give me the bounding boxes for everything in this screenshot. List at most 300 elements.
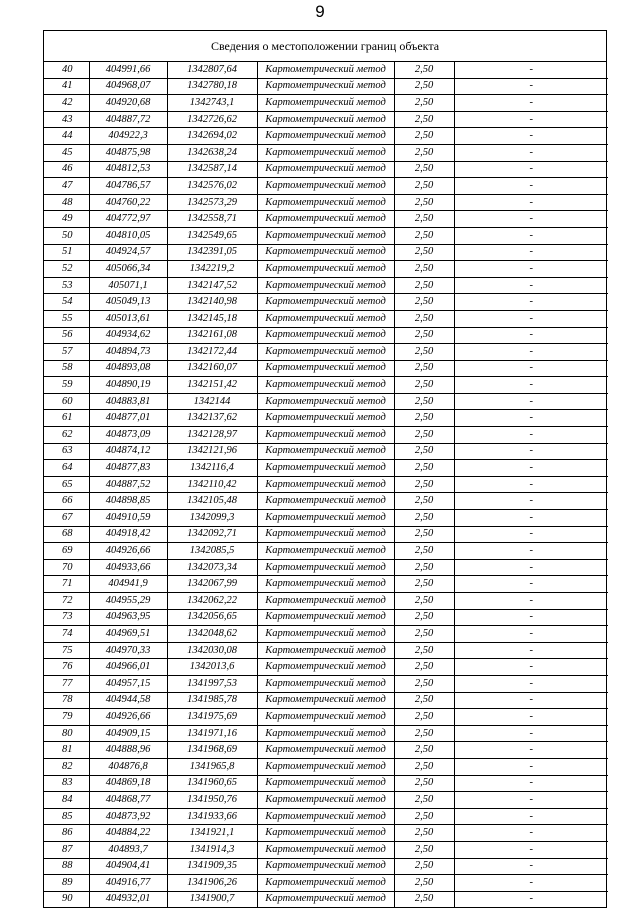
point-number-cell: 54 xyxy=(44,294,89,311)
point-number-cell: 72 xyxy=(44,593,89,610)
accuracy-cell: 2,50 xyxy=(394,692,454,709)
table-row xyxy=(44,609,608,626)
coord-y-cell: 1341975,69 xyxy=(167,709,257,726)
coord-x-cell: 404883,81 xyxy=(89,393,167,410)
accuracy-cell: 2,50 xyxy=(394,277,454,294)
coord-y-cell: 1342151,42 xyxy=(167,377,257,394)
point-number-cell: 65 xyxy=(44,476,89,493)
accuracy-cell: 2,50 xyxy=(394,675,454,692)
table-row xyxy=(44,825,608,842)
method-cell: Картометрический метод xyxy=(257,808,394,825)
coord-x-cell: 404772,97 xyxy=(89,211,167,228)
coord-y-cell: 1342140,98 xyxy=(167,294,257,311)
method-cell: Картометрический метод xyxy=(257,144,394,161)
coord-x-cell: 404966,01 xyxy=(89,659,167,676)
coord-y-cell: 1341921,1 xyxy=(167,825,257,842)
accuracy-cell: 2,50 xyxy=(394,642,454,659)
method-cell: Картометрический метод xyxy=(257,111,394,128)
coord-y-cell: 1342085,5 xyxy=(167,543,257,560)
coord-y-cell: 1342638,24 xyxy=(167,144,257,161)
table-row xyxy=(44,675,608,692)
coord-x-cell: 404941,9 xyxy=(89,576,167,593)
note-cell: - xyxy=(454,211,608,228)
point-number-cell: 44 xyxy=(44,128,89,145)
coord-y-cell: 1342073,34 xyxy=(167,559,257,576)
table-row xyxy=(44,277,608,294)
boundary-table xyxy=(43,30,607,908)
accuracy-cell: 2,50 xyxy=(394,526,454,543)
point-number-cell: 45 xyxy=(44,144,89,161)
method-cell: Картометрический метод xyxy=(257,161,394,178)
note-cell: - xyxy=(454,559,608,576)
point-number-cell: 86 xyxy=(44,825,89,842)
note-cell: - xyxy=(454,277,608,294)
coord-x-cell: 404812,53 xyxy=(89,161,167,178)
coord-x-cell: 404894,73 xyxy=(89,344,167,361)
coord-x-cell: 404898,85 xyxy=(89,493,167,510)
note-cell: - xyxy=(454,725,608,742)
accuracy-cell: 2,50 xyxy=(394,476,454,493)
coord-x-cell: 404786,57 xyxy=(89,178,167,195)
point-number-cell: 90 xyxy=(44,891,89,907)
note-cell: - xyxy=(454,178,608,195)
coord-x-cell: 404957,15 xyxy=(89,675,167,692)
note-cell: - xyxy=(454,310,608,327)
coord-x-cell: 404991,66 xyxy=(89,62,167,78)
table-row xyxy=(44,211,608,228)
table-row xyxy=(44,111,608,128)
coord-y-cell: 1342147,52 xyxy=(167,277,257,294)
coord-y-cell: 1342116,4 xyxy=(167,460,257,477)
coord-y-cell: 1341968,69 xyxy=(167,742,257,759)
accuracy-cell: 2,50 xyxy=(394,808,454,825)
point-number-cell: 55 xyxy=(44,310,89,327)
coord-y-cell: 1342048,62 xyxy=(167,626,257,643)
coord-x-cell: 405049,13 xyxy=(89,294,167,311)
table-row xyxy=(44,327,608,344)
point-number-cell: 60 xyxy=(44,393,89,410)
note-cell: - xyxy=(454,460,608,477)
note-cell: - xyxy=(454,642,608,659)
coord-y-cell: 1341997,53 xyxy=(167,675,257,692)
coord-x-cell: 404968,07 xyxy=(89,78,167,95)
point-number-cell: 82 xyxy=(44,758,89,775)
accuracy-cell: 2,50 xyxy=(394,178,454,195)
method-cell: Картометрический метод xyxy=(257,775,394,792)
table-row xyxy=(44,310,608,327)
note-cell: - xyxy=(454,609,608,626)
accuracy-cell: 2,50 xyxy=(394,709,454,726)
coord-x-cell: 404932,01 xyxy=(89,891,167,907)
accuracy-cell: 2,50 xyxy=(394,310,454,327)
point-number-cell: 80 xyxy=(44,725,89,742)
point-number-cell: 85 xyxy=(44,808,89,825)
coord-y-cell: 1342549,65 xyxy=(167,227,257,244)
point-number-cell: 40 xyxy=(44,62,89,78)
method-cell: Картометрический метод xyxy=(257,476,394,493)
point-number-cell: 76 xyxy=(44,659,89,676)
coord-y-cell: 1342743,1 xyxy=(167,95,257,112)
note-cell: - xyxy=(454,244,608,261)
accuracy-cell: 2,50 xyxy=(394,128,454,145)
accuracy-cell: 2,50 xyxy=(394,626,454,643)
coord-y-cell: 1341914,3 xyxy=(167,841,257,858)
table-row xyxy=(44,194,608,211)
coord-x-cell: 405013,61 xyxy=(89,310,167,327)
point-number-cell: 52 xyxy=(44,261,89,278)
table-row xyxy=(44,95,608,112)
coord-y-cell: 1342144 xyxy=(167,393,257,410)
note-cell: - xyxy=(454,62,608,78)
method-cell: Картометрический метод xyxy=(257,875,394,892)
coord-x-cell: 404916,77 xyxy=(89,875,167,892)
coord-x-cell: 404955,29 xyxy=(89,593,167,610)
table-row xyxy=(44,891,608,907)
method-cell: Картометрический метод xyxy=(257,659,394,676)
table-row xyxy=(44,144,608,161)
note-cell: - xyxy=(454,576,608,593)
table-row xyxy=(44,393,608,410)
table-row xyxy=(44,858,608,875)
method-cell: Картометрический метод xyxy=(257,344,394,361)
coord-x-cell: 404922,3 xyxy=(89,128,167,145)
method-cell: Картометрический метод xyxy=(257,576,394,593)
note-cell: - xyxy=(454,792,608,809)
method-cell: Картометрический метод xyxy=(257,277,394,294)
table-row xyxy=(44,294,608,311)
coord-y-cell: 1341985,78 xyxy=(167,692,257,709)
method-cell: Картометрический метод xyxy=(257,95,394,112)
accuracy-cell: 2,50 xyxy=(394,593,454,610)
table-row xyxy=(44,559,608,576)
note-cell: - xyxy=(454,593,608,610)
table-row xyxy=(44,427,608,444)
coord-y-cell: 1342110,42 xyxy=(167,476,257,493)
method-cell: Картометрический метод xyxy=(257,427,394,444)
note-cell: - xyxy=(454,360,608,377)
accuracy-cell: 2,50 xyxy=(394,891,454,907)
method-cell: Картометрический метод xyxy=(257,510,394,527)
table-row xyxy=(44,78,608,95)
point-number-cell: 69 xyxy=(44,543,89,560)
point-number-cell: 70 xyxy=(44,559,89,576)
note-cell: - xyxy=(454,808,608,825)
table-row xyxy=(44,510,608,527)
method-cell: Картометрический метод xyxy=(257,725,394,742)
method-cell: Картометрический метод xyxy=(257,642,394,659)
coord-x-cell: 404924,57 xyxy=(89,244,167,261)
coord-x-cell: 404887,52 xyxy=(89,476,167,493)
table-row xyxy=(44,261,608,278)
note-cell: - xyxy=(454,393,608,410)
coord-x-cell: 404760,22 xyxy=(89,194,167,211)
point-number-cell: 62 xyxy=(44,427,89,444)
coord-y-cell: 1342145,18 xyxy=(167,310,257,327)
table-row xyxy=(44,128,608,145)
coord-x-cell: 404874,12 xyxy=(89,443,167,460)
method-cell: Картометрический метод xyxy=(257,559,394,576)
point-number-cell: 78 xyxy=(44,692,89,709)
accuracy-cell: 2,50 xyxy=(394,576,454,593)
accuracy-cell: 2,50 xyxy=(394,211,454,228)
coord-y-cell: 1342807,64 xyxy=(167,62,257,78)
note-cell: - xyxy=(454,543,608,560)
note-cell: - xyxy=(454,327,608,344)
point-number-cell: 87 xyxy=(44,841,89,858)
accuracy-cell: 2,50 xyxy=(394,659,454,676)
note-cell: - xyxy=(454,427,608,444)
table-row xyxy=(44,775,608,792)
coord-x-cell: 405071,1 xyxy=(89,277,167,294)
note-cell: - xyxy=(454,858,608,875)
method-cell: Картометрический метод xyxy=(257,758,394,775)
note-cell: - xyxy=(454,675,608,692)
method-cell: Картометрический метод xyxy=(257,310,394,327)
note-cell: - xyxy=(454,377,608,394)
note-cell: - xyxy=(454,161,608,178)
method-cell: Картометрический метод xyxy=(257,493,394,510)
accuracy-cell: 2,50 xyxy=(394,227,454,244)
coord-x-cell: 404970,33 xyxy=(89,642,167,659)
method-cell: Картометрический метод xyxy=(257,78,394,95)
method-cell: Картометрический метод xyxy=(257,294,394,311)
coord-y-cell: 1342172,44 xyxy=(167,344,257,361)
note-cell: - xyxy=(454,659,608,676)
table-row xyxy=(44,227,608,244)
accuracy-cell: 2,50 xyxy=(394,360,454,377)
method-cell: Картометрический метод xyxy=(257,543,394,560)
point-number-cell: 75 xyxy=(44,642,89,659)
table-row xyxy=(44,62,608,78)
point-number-cell: 50 xyxy=(44,227,89,244)
coord-y-cell: 1342121,96 xyxy=(167,443,257,460)
method-cell: Картометрический метод xyxy=(257,211,394,228)
method-cell: Картометрический метод xyxy=(257,460,394,477)
table-row xyxy=(44,178,608,195)
coord-x-cell: 404887,72 xyxy=(89,111,167,128)
coord-x-cell: 404884,22 xyxy=(89,825,167,842)
note-cell: - xyxy=(454,111,608,128)
coord-x-cell: 404877,83 xyxy=(89,460,167,477)
coord-y-cell: 1342576,02 xyxy=(167,178,257,195)
coord-x-cell: 404963,95 xyxy=(89,609,167,626)
point-number-cell: 43 xyxy=(44,111,89,128)
coord-y-cell: 1342092,71 xyxy=(167,526,257,543)
point-number-cell: 61 xyxy=(44,410,89,427)
point-number-cell: 53 xyxy=(44,277,89,294)
accuracy-cell: 2,50 xyxy=(394,493,454,510)
coord-y-cell: 1342694,02 xyxy=(167,128,257,145)
coord-x-cell: 404893,08 xyxy=(89,360,167,377)
coord-x-cell: 404918,42 xyxy=(89,526,167,543)
table-row xyxy=(44,460,608,477)
coord-x-cell: 404934,62 xyxy=(89,327,167,344)
method-cell: Картометрический метод xyxy=(257,692,394,709)
note-cell: - xyxy=(454,841,608,858)
note-cell: - xyxy=(529,893,533,905)
accuracy-cell: 2,50 xyxy=(394,460,454,477)
method-cell: Картометрический метод xyxy=(257,360,394,377)
method-cell: Картометрический метод xyxy=(257,393,394,410)
method-cell: Картометрический метод xyxy=(257,377,394,394)
point-number-cell: 42 xyxy=(44,95,89,112)
accuracy-cell: 2,50 xyxy=(394,742,454,759)
note-cell: - xyxy=(454,626,608,643)
note-cell: - xyxy=(454,194,608,211)
table-row xyxy=(44,244,608,261)
coord-y-cell: 1341909,35 xyxy=(167,858,257,875)
table-row xyxy=(44,576,608,593)
table-row xyxy=(44,543,608,560)
accuracy-cell: 2,50 xyxy=(394,294,454,311)
table-row xyxy=(44,875,608,892)
table-row xyxy=(44,758,608,775)
coord-y-cell: 1342105,48 xyxy=(167,493,257,510)
method-cell: Картометрический метод xyxy=(257,675,394,692)
coord-x-cell: 404869,18 xyxy=(89,775,167,792)
method-cell: Картометрический метод xyxy=(257,327,394,344)
table-row xyxy=(44,161,608,178)
method-cell: Картометрический метод xyxy=(257,858,394,875)
table-row xyxy=(44,725,608,742)
coord-x-cell: 404890,19 xyxy=(89,377,167,394)
note-cell: - xyxy=(454,510,608,527)
coord-y-cell: 1341933,66 xyxy=(167,808,257,825)
accuracy-cell: 2,50 xyxy=(394,559,454,576)
coord-x-cell: 404893,7 xyxy=(89,841,167,858)
accuracy-cell: 2,50 xyxy=(394,327,454,344)
method-cell: Картометрический метод xyxy=(257,244,394,261)
note-cell: - xyxy=(454,775,608,792)
point-number-cell: 57 xyxy=(44,344,89,361)
method-cell: Картометрический метод xyxy=(257,443,394,460)
coord-y-cell: 1341960,65 xyxy=(167,775,257,792)
point-number-cell: 41 xyxy=(44,78,89,95)
table-row xyxy=(44,526,608,543)
coord-x-cell: 405066,34 xyxy=(89,261,167,278)
note-cell: - xyxy=(454,227,608,244)
point-number-cell: 77 xyxy=(44,675,89,692)
method-cell: Картометрический метод xyxy=(257,62,394,78)
table-row xyxy=(44,792,608,809)
coord-y-cell: 1341971,16 xyxy=(167,725,257,742)
note-cell: - xyxy=(454,294,608,311)
coord-y-cell: 1341900,7 xyxy=(167,891,257,907)
accuracy-cell: 2,50 xyxy=(394,194,454,211)
accuracy-cell: 2,50 xyxy=(394,62,454,78)
accuracy-cell: 2,50 xyxy=(394,825,454,842)
accuracy-cell: 2,50 xyxy=(394,725,454,742)
table-row xyxy=(44,493,608,510)
accuracy-cell: 2,50 xyxy=(394,244,454,261)
note-cell: - xyxy=(454,261,608,278)
point-number-cell: 66 xyxy=(44,493,89,510)
table-row xyxy=(44,360,608,377)
accuracy-cell: 2,50 xyxy=(394,344,454,361)
method-cell: Картометрический метод xyxy=(257,825,394,842)
note-cell: - xyxy=(454,526,608,543)
method-cell: Картометрический метод xyxy=(257,742,394,759)
accuracy-cell: 2,50 xyxy=(394,427,454,444)
coord-x-cell: 404926,66 xyxy=(89,709,167,726)
note-cell: - xyxy=(454,78,608,95)
coord-y-cell: 1342013,6 xyxy=(167,659,257,676)
note-cell: - xyxy=(454,758,608,775)
accuracy-cell: 2,50 xyxy=(394,875,454,892)
coord-x-cell: 404969,51 xyxy=(89,626,167,643)
note-cell: - xyxy=(454,875,608,892)
coord-y-cell: 1342137,62 xyxy=(167,410,257,427)
coord-y-cell: 1342391,05 xyxy=(167,244,257,261)
point-number-cell: 63 xyxy=(44,443,89,460)
accuracy-cell: 2,50 xyxy=(394,111,454,128)
accuracy-cell: 2,50 xyxy=(394,841,454,858)
table-row xyxy=(44,344,608,361)
coord-y-cell: 1342573,29 xyxy=(167,194,257,211)
point-number-cell: 46 xyxy=(44,161,89,178)
note-cell: - xyxy=(454,742,608,759)
coord-y-cell: 1342128,97 xyxy=(167,427,257,444)
coord-x-cell: 404877,01 xyxy=(89,410,167,427)
accuracy-cell: 2,50 xyxy=(394,377,454,394)
page-number: 9 xyxy=(315,2,325,21)
point-number-cell: 83 xyxy=(44,775,89,792)
method-cell: Картометрический метод xyxy=(257,410,394,427)
note-cell: - xyxy=(454,443,608,460)
coord-x-cell: 404873,09 xyxy=(89,427,167,444)
coord-y-cell: 1342726,62 xyxy=(167,111,257,128)
coord-y-cell: 1342056,65 xyxy=(167,609,257,626)
coord-x-cell: 404920,68 xyxy=(89,95,167,112)
coord-y-cell: 1342558,71 xyxy=(167,211,257,228)
point-number-cell: 89 xyxy=(44,875,89,892)
coord-x-cell: 404933,66 xyxy=(89,559,167,576)
method-cell: Картометрический метод xyxy=(257,792,394,809)
coord-x-cell: 404904,41 xyxy=(89,858,167,875)
accuracy-cell: 2,50 xyxy=(394,78,454,95)
coord-y-cell: 1342587,14 xyxy=(167,161,257,178)
method-cell: Картометрический метод xyxy=(257,593,394,610)
table-row xyxy=(44,443,608,460)
method-cell: Картометрический метод xyxy=(257,841,394,858)
accuracy-cell: 2,50 xyxy=(394,858,454,875)
table-row xyxy=(44,742,608,759)
point-number-cell: 68 xyxy=(44,526,89,543)
note-cell: - xyxy=(454,493,608,510)
point-number-cell: 81 xyxy=(44,742,89,759)
note-cell: - xyxy=(454,344,608,361)
coord-y-cell: 1342067,99 xyxy=(167,576,257,593)
method-cell: Картометрический метод xyxy=(257,526,394,543)
point-number-cell: 47 xyxy=(44,178,89,195)
method-cell: Картометрический метод xyxy=(257,261,394,278)
method-cell: Картометрический метод xyxy=(257,128,394,145)
note-cell: - xyxy=(454,709,608,726)
table-row xyxy=(44,377,608,394)
method-cell: Картометрический метод xyxy=(257,609,394,626)
point-number-cell: 48 xyxy=(44,194,89,211)
point-number-cell: 58 xyxy=(44,360,89,377)
table-row xyxy=(44,626,608,643)
coord-y-cell: 1341950,76 xyxy=(167,792,257,809)
point-number-cell: 74 xyxy=(44,626,89,643)
point-number-cell: 59 xyxy=(44,377,89,394)
note-cell: - xyxy=(454,476,608,493)
coord-x-cell: 404876,8 xyxy=(89,758,167,775)
method-cell: Картометрический метод xyxy=(257,626,394,643)
note-cell: - xyxy=(454,825,608,842)
coord-y-cell: 1342161,08 xyxy=(167,327,257,344)
